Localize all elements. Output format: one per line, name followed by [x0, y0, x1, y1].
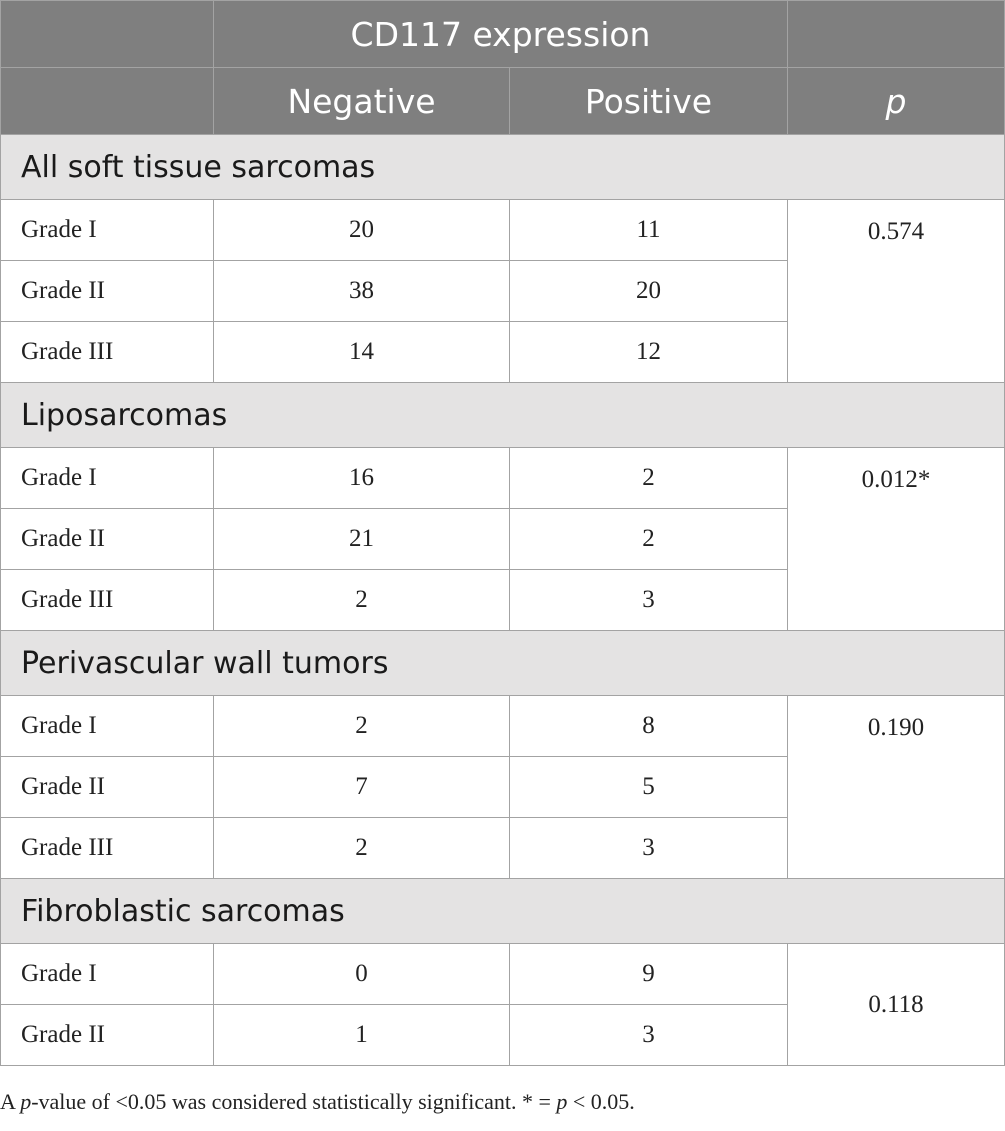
footnote-suffix: < 0.05. [567, 1089, 635, 1114]
positive-count: 3 [510, 818, 788, 879]
positive-count: 2 [510, 509, 788, 570]
grade-label: Grade I [1, 448, 214, 509]
footnote-prefix: A [0, 1089, 21, 1114]
negative-count: 2 [214, 818, 510, 879]
negative-count: 21 [214, 509, 510, 570]
positive-count: 20 [510, 261, 788, 322]
table-row [1, 696, 1005, 757]
header-empty-cell [1, 68, 214, 135]
grade-label: Grade I [1, 944, 214, 1005]
positive-count: 2 [510, 448, 788, 509]
grade-label: Grade III [1, 570, 214, 631]
header-row-2 [1, 68, 1005, 135]
positive-count: 5 [510, 757, 788, 818]
grade-label: Grade II [1, 757, 214, 818]
negative-count: 14 [214, 322, 510, 383]
p-value: 0.118 [788, 944, 1005, 1066]
table-row [1, 200, 1005, 261]
group-title: All soft tissue sarcomas [1, 135, 1005, 200]
table-footnote [0, 1089, 635, 1115]
positive-count: 3 [510, 1005, 788, 1066]
header-cd117-expression: CD117 expression [214, 1, 788, 68]
group-title: Liposarcomas [1, 383, 1005, 448]
header-row-1 [1, 1, 1005, 68]
p-value: 0.012* [788, 448, 1005, 631]
footnote-p-italic-2: p [556, 1089, 568, 1114]
positive-count: 11 [510, 200, 788, 261]
grade-label: Grade III [1, 322, 214, 383]
negative-count: 0 [214, 944, 510, 1005]
header-positive: Positive [510, 68, 788, 135]
header-negative: Negative [214, 68, 510, 135]
negative-count: 38 [214, 261, 510, 322]
footnote-p-italic: p [20, 1089, 32, 1114]
negative-count: 2 [214, 570, 510, 631]
grade-label: Grade II [1, 261, 214, 322]
negative-count: 1 [214, 1005, 510, 1066]
group-row [1, 879, 1005, 944]
grade-label: Grade II [1, 509, 214, 570]
negative-count: 20 [214, 200, 510, 261]
table-row [1, 944, 1005, 1005]
negative-count: 2 [214, 696, 510, 757]
footnote-middle: -value of <0.05 was considered statistically significant. * = [31, 1089, 557, 1114]
positive-count: 3 [510, 570, 788, 631]
positive-count: 8 [510, 696, 788, 757]
grade-label: Grade III [1, 818, 214, 879]
group-row [1, 135, 1005, 200]
p-value: 0.190 [788, 696, 1005, 879]
grade-label: Grade II [1, 1005, 214, 1066]
negative-count: 16 [214, 448, 510, 509]
positive-count: 9 [510, 944, 788, 1005]
group-row [1, 383, 1005, 448]
grade-label: Grade I [1, 696, 214, 757]
header-p-value: p [788, 68, 1005, 135]
group-row [1, 631, 1005, 696]
header-empty-cell [1, 1, 214, 68]
table-row [1, 448, 1005, 509]
positive-count: 12 [510, 322, 788, 383]
grade-label: Grade I [1, 200, 214, 261]
group-title: Perivascular wall tumors [1, 631, 1005, 696]
p-value: 0.574 [788, 200, 1005, 383]
header-empty-cell [788, 1, 1005, 68]
negative-count: 7 [214, 757, 510, 818]
group-title: Fibroblastic sarcomas [1, 879, 1005, 944]
